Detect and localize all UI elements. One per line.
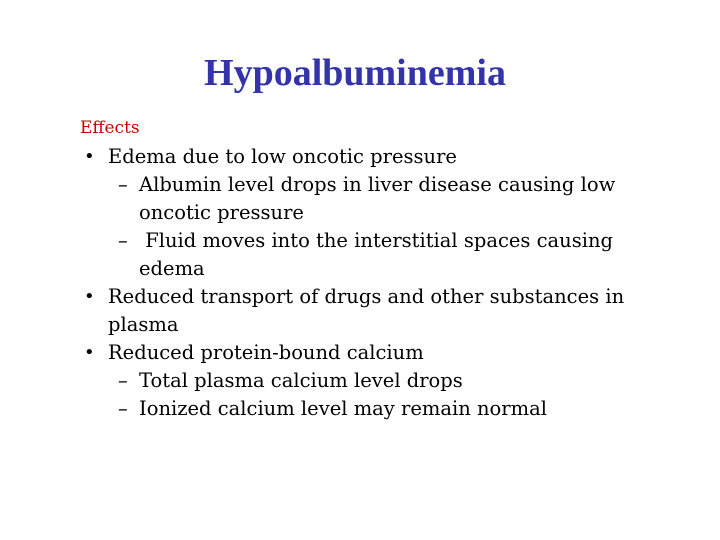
bullet-text: Reduced transport of drugs and other substances in plasma xyxy=(108,285,625,336)
dash-icon: – xyxy=(118,173,128,196)
bullet-item xyxy=(80,283,680,339)
section-label: Effects xyxy=(80,118,140,138)
dash-icon: – xyxy=(118,397,128,420)
sub-bullet-text: Total plasma calcium level drops xyxy=(139,369,463,392)
dash-icon: – xyxy=(118,229,128,252)
sub-bullet-item xyxy=(80,171,680,227)
sub-bullet-text: Ionized calcium level may remain normal xyxy=(139,397,547,420)
bullet-item xyxy=(80,143,680,171)
slide-title: Hypoalbuminemia xyxy=(204,52,506,94)
bullet-icon: • xyxy=(84,342,95,363)
sub-bullet-item xyxy=(80,367,680,395)
bullet-icon: • xyxy=(84,286,95,307)
bullet-icon: • xyxy=(84,146,95,167)
sub-bullet-item xyxy=(80,395,680,423)
bullet-item xyxy=(80,339,680,367)
dash-icon: – xyxy=(118,369,128,392)
sub-bullet-text: Fluid moves into the interstitial spaces causing edema xyxy=(139,229,620,280)
sub-bullet-item xyxy=(80,227,680,283)
bullet-list xyxy=(80,143,680,423)
bullet-text: Edema due to low oncotic pressure xyxy=(108,145,457,168)
sub-bullet-text: Albumin level drops in liver disease causing low oncotic pressure xyxy=(139,173,616,224)
bullet-text: Reduced protein-bound calcium xyxy=(108,341,424,364)
